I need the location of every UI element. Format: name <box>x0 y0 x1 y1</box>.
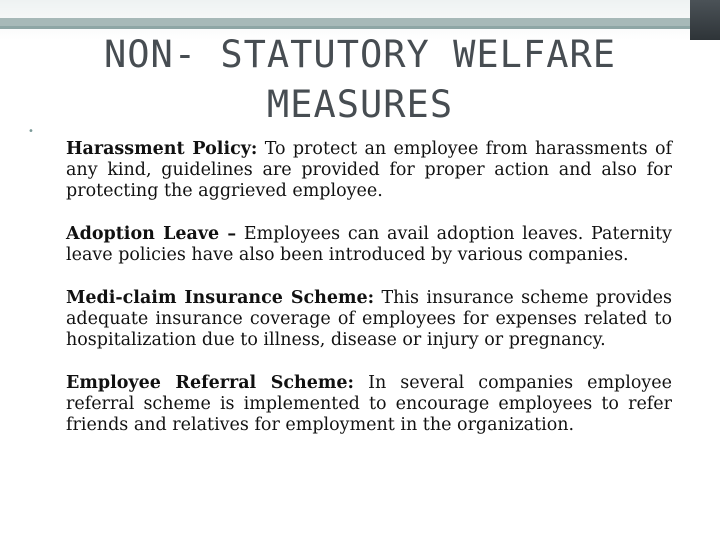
header-corner-block <box>690 0 720 40</box>
item-heading: Adoption Leave – <box>66 224 237 244</box>
bullet-dot-icon: • <box>28 126 34 137</box>
item-heading: Medi-claim Insurance Scheme: <box>66 288 375 308</box>
item-heading: Harassment Policy: <box>66 139 258 159</box>
item-heading: Employee Referral Scheme: <box>66 373 355 393</box>
header-rule-accent <box>0 26 690 29</box>
item-mediclaim-insurance <box>66 288 672 351</box>
item-text: To protect an employee from harassments of any kind, guidelines are provided for proper action and also for protecting the aggrieved employee. <box>66 139 672 201</box>
item-employee-referral <box>66 373 672 436</box>
item-adoption-leave <box>66 224 672 266</box>
item-harassment-policy <box>66 139 672 202</box>
item-text: Employees can avail adoption leaves. Paternity leave policies have also been introduced by various companies. <box>66 224 672 265</box>
item-text: This insurance scheme provides adequate insurance coverage of employees for expenses related to hospitalization due to illness, disease or injury or pregnancy. <box>66 288 672 350</box>
slide-body <box>66 139 672 458</box>
item-text: In several companies employee referral scheme is implemented to encourage employees to refer friends and relatives for employment in the organization. <box>66 373 672 435</box>
slide-title: NON- STATUTORY WELFARE MEASURES <box>103 33 617 126</box>
